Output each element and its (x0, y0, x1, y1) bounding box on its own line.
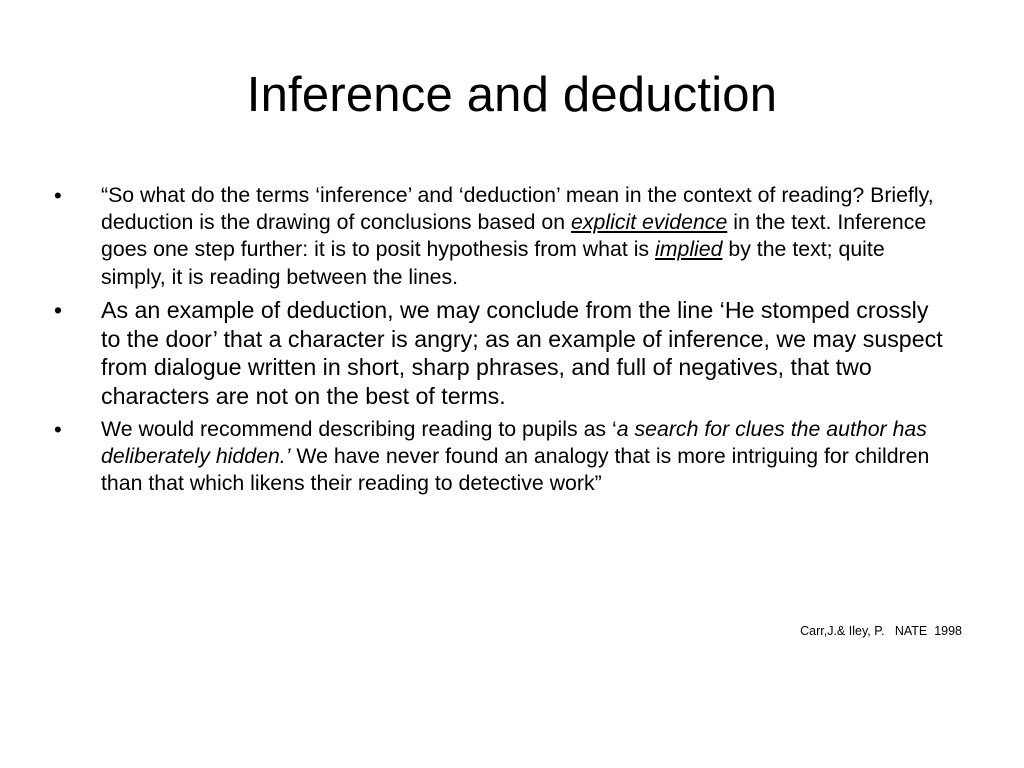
text-segment: We would recommend describing reading to pupils as ‘ (101, 417, 617, 441)
bullet-marker: • (54, 183, 62, 208)
bullet-text (101, 297, 943, 409)
bullet-marker: • (54, 417, 62, 442)
emphasis-implied: implied (655, 237, 723, 262)
emphasis-explicit-evidence: explicit evidence (571, 210, 728, 235)
bullet-item-example (54, 296, 954, 411)
bullet-item-recommendation (54, 416, 954, 498)
slide-title: Inference and deduction (246, 68, 778, 122)
text-segment: We have never found an analogy that is more intriguing for children than that which likens their reading to detective work” (101, 444, 930, 496)
bullet-text (101, 183, 934, 289)
bullet-item-definitions (54, 182, 954, 291)
bullet-marker: • (54, 296, 63, 323)
text-segment: in the text. Inference goes one step further: it is to posit hypothesis from what is (101, 210, 927, 262)
emphasis-quote: a search for clues the author has deliberately hidden.’ (101, 417, 927, 469)
bullet-list (54, 182, 954, 503)
text-segment: “So what do the terms ‘inference’ and ‘deduction’ mean in the context of reading? Briefly, deduction is the drawing of conclusions based on (101, 183, 934, 235)
citation: Carr,J.& Iley, P. NATE 1998 (800, 624, 962, 638)
text-segment: As an example of deduction, we may conclude from the line ‘He stomped crossly to the door’ that a character is angry; as an example of inference, we may suspect from dialogue written in short, sharp phrases, and full of negatives, that two characters are not on the best of terms. (101, 296, 943, 410)
text-segment: by the text; quite simply, it is reading between the lines. (101, 237, 885, 289)
bullet-text (101, 417, 929, 495)
